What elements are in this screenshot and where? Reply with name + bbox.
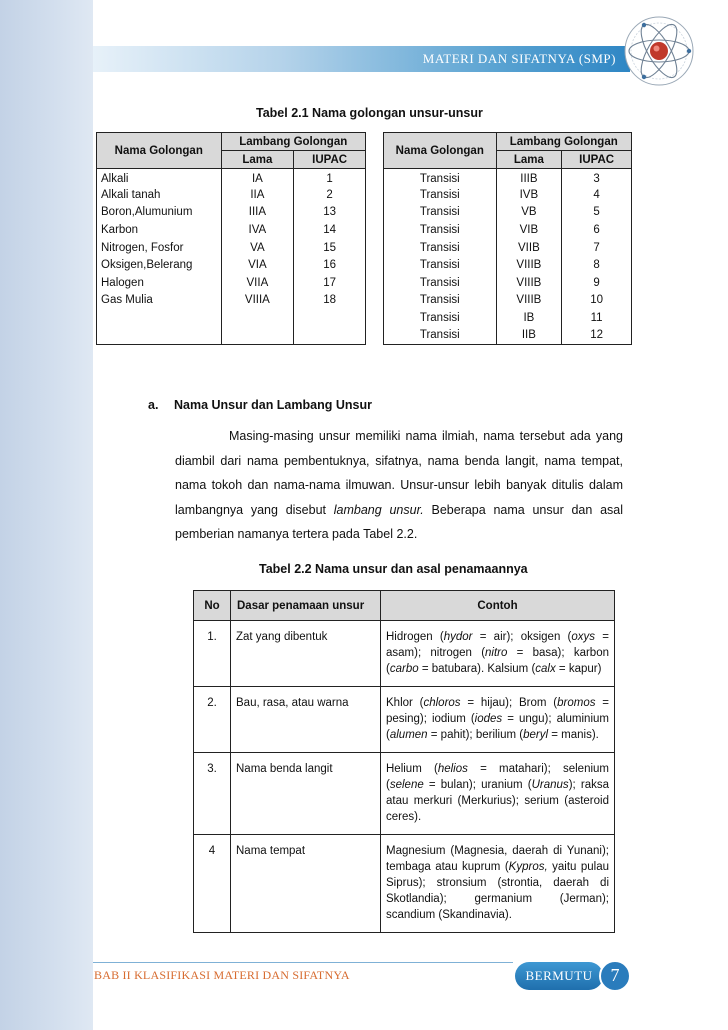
cell-iupac: 18 [294,292,366,310]
cell-nama-golongan: Transisi [384,239,497,257]
cell-contoh [381,835,615,933]
cell-nama-golongan [97,327,222,345]
cell-lama: VIIA [221,274,294,292]
section-letter: a. [148,398,159,412]
cell-nama-golongan: Transisi [384,169,497,187]
cell-iupac: 2 [294,186,366,204]
cell-nama-golongan: Transisi [384,186,497,204]
cell-lama: IB [496,309,562,327]
contoh-text: = manis). [548,729,599,741]
contoh-italic-term: chloros [423,697,461,709]
cell-nama-golongan: Gas Mulia [97,292,222,310]
cell-nama-golongan: Transisi [384,309,497,327]
cell-iupac [294,309,366,327]
table2 [193,590,615,933]
table-row [384,309,632,327]
header-lama: Lama [221,151,294,169]
cell-iupac: 7 [562,239,632,257]
table-row [384,327,632,345]
table-row [194,621,615,687]
cell-nama-golongan: Transisi [384,327,497,345]
table-row [384,204,632,222]
contoh-text: = pahit); berilium ( [427,729,524,741]
contoh-italic-term: iodes [474,713,503,725]
contoh-italic-term: nitro [485,647,508,659]
cell-iupac: 4 [562,186,632,204]
cell-iupac [294,327,366,345]
cell-no: 1. [194,621,231,687]
table-row [194,835,615,933]
table-row [97,309,366,327]
table1-caption: Tabel 2.1 Nama golongan unsur-unsur [256,106,483,120]
contoh-italic-term: beryl [523,729,549,741]
section-a-paragraph [175,424,623,547]
table-row [384,274,632,292]
cell-lama: IVA [221,221,294,239]
contoh-italic-term: oxys [571,631,596,643]
section-title: Nama Unsur dan Lambang Unsur [174,398,372,412]
paragraph-text-1: Masing-masing unsur memiliki nama ilmiah, nama tersebut ada yang diambil dari nama pembentuknya, sifatnya, nama benda langit, nama tempat, nama tokoh dan nama-nama ilmuwan. Unsur-unsur lebih banyak ditulis dalam lambangnya yang disebut [175,429,623,517]
cell-no: 2. [194,687,231,753]
contoh-text: = hijau); Brom ( [460,697,558,709]
cell-dasar: Nama tempat [231,835,381,933]
cell-iupac: 1 [294,169,366,187]
atom-logo-icon [620,12,698,90]
cell-iupac: 12 [562,327,632,345]
table-row [97,327,366,345]
table-row [194,753,615,835]
table-row [97,169,366,187]
cell-iupac: 6 [562,221,632,239]
cell-iupac: 13 [294,204,366,222]
cell-lama [221,309,294,327]
cell-lama: IIIA [221,204,294,222]
cell-lama: IIA [221,186,294,204]
header-no: No [194,591,231,621]
cell-no: 3. [194,753,231,835]
cell-nama-golongan: Transisi [384,274,497,292]
table-row [384,186,632,204]
cell-nama-golongan: Transisi [384,221,497,239]
header-iupac: IUPAC [562,151,632,169]
header-lambang-golongan: Lambang Golongan [496,133,631,151]
header-nama-golongan: Nama Golongan [97,133,222,169]
table-row [384,221,632,239]
table-row [97,274,366,292]
cell-contoh [381,621,615,687]
footer-badge [515,962,635,990]
contoh-italic-term: bromos [557,697,596,709]
cell-lama: VIIIB [496,292,562,310]
cell-nama-golongan: Transisi [384,292,497,310]
cell-nama-golongan: Transisi [384,256,497,274]
contoh-text: Magnesium (Magnesia, daerah di Yunani); tembaga atau kuprum ( [386,845,609,873]
table-row [97,256,366,274]
cell-nama-golongan: Alkali tanah [97,186,222,204]
table-row [194,687,615,753]
cell-iupac: 14 [294,221,366,239]
contoh-text: = matahari); selenium ( [386,763,610,791]
brand-badge: BERMUTU [515,962,603,990]
cell-lama: VIIIB [496,256,562,274]
contoh-italic-term: Uranus [531,779,569,791]
table-row [97,292,366,310]
cell-contoh [381,753,615,835]
footer-chapter: BAB II KLASIFIKASI MATERI DAN SIFATNYA [94,968,350,982]
contoh-italic-term: Kypros, [508,861,548,873]
table-row [97,221,366,239]
table-row [384,256,632,274]
cell-dasar: Nama benda langit [231,753,381,835]
cell-iupac: 10 [562,292,632,310]
header-nama-golongan: Nama Golongan [384,133,497,169]
cell-lama: IIIB [496,169,562,187]
header-iupac: IUPAC [294,151,366,169]
cell-iupac: 16 [294,256,366,274]
cell-lama: VIIB [496,239,562,257]
contoh-italic-term: helios [437,763,468,775]
cell-nama-golongan: Halogen [97,274,222,292]
paragraph-italic-term: lambang unsur. [333,502,424,517]
contoh-italic-term: alumen [389,729,428,741]
header-contoh: Contoh [381,591,615,621]
contoh-italic-term: calx [535,663,556,675]
contoh-text: = bulan); uranium ( [423,779,532,791]
cell-lama: IA [221,169,294,187]
table2-caption: Tabel 2.2 Nama unsur dan asal penamaannya [259,562,528,576]
cell-nama-golongan: Oksigen,Belerang [97,256,222,274]
section-a-heading [148,398,372,412]
cell-lama: IIB [496,327,562,345]
contoh-text: Helium ( [386,763,438,775]
cell-no: 4 [194,835,231,933]
page-number: 7 [599,960,631,992]
cell-lama [221,327,294,345]
contoh-text: = asam); nitrogen ( [386,631,609,659]
contoh-italic-term: hydor [443,631,473,643]
cell-contoh [381,687,615,753]
cell-lama: VIIIA [221,292,294,310]
cell-iupac: 17 [294,274,366,292]
cell-iupac: 15 [294,239,366,257]
table-row [97,239,366,257]
table-row [97,186,366,204]
footer-divider [93,962,513,963]
contoh-italic-term: carbo [389,663,419,675]
cell-dasar: Bau, rasa, atau warna [231,687,381,753]
cell-nama-golongan: Nitrogen, Fosfor [97,239,222,257]
cell-iupac: 9 [562,274,632,292]
contoh-text: = batubara). Kalsium ( [418,663,536,675]
contoh-text: Hidrogen ( [386,631,444,643]
table-row [384,169,632,187]
contoh-italic-term: selene [389,779,424,791]
cell-iupac: 3 [562,169,632,187]
left-decorative-band [0,0,93,1030]
cell-nama-golongan [97,309,222,327]
header-lambang-golongan: Lambang Golongan [221,133,365,151]
cell-lama: IVB [496,186,562,204]
cell-dasar: Zat yang dibentuk [231,621,381,687]
table1-left [96,132,366,345]
contoh-text: = air); oksigen ( [472,631,572,643]
cell-iupac: 8 [562,256,632,274]
table-row [97,204,366,222]
paragraph-text-2: Beberapa nama unsur dan asal pemberian namanya tertera pada Tabel 2.2. [175,502,624,541]
header-title: MATERI DAN SIFATNYA (SMP) [422,51,616,66]
contoh-text: = kapur) [555,663,602,675]
cell-lama: VA [221,239,294,257]
table-row [384,239,632,257]
cell-nama-golongan: Boron,Alumunium [97,204,222,222]
table1-right [383,132,632,345]
cell-lama: VIA [221,256,294,274]
cell-nama-golongan: Karbon [97,221,222,239]
table-row [384,292,632,310]
contoh-text: Khlor ( [386,697,424,709]
cell-iupac: 5 [562,204,632,222]
cell-iupac: 11 [562,309,632,327]
header-bar [93,46,630,72]
cell-lama: VB [496,204,562,222]
cell-nama-golongan: Alkali [97,169,222,187]
cell-lama: VIIIB [496,274,562,292]
contoh-text: = pesing); iodium ( [386,697,610,725]
contoh-text: = ungu); aluminium ( [386,713,609,741]
contoh-text: = basa); karbon ( [386,647,609,675]
cell-nama-golongan: Transisi [384,204,497,222]
contoh-text: yaitu pulau Siprus); stronsium (strontia, daerah di Skotlandia); germanium (Jerman); scandium (Skandinavia). [386,861,609,921]
header-lama: Lama [496,151,562,169]
cell-lama: VIB [496,221,562,239]
header-dasar: Dasar penamaan unsur [231,591,381,621]
contoh-text: ); raksa atau merkuri (Merkurius); serium (asteroid ceres). [386,779,609,823]
